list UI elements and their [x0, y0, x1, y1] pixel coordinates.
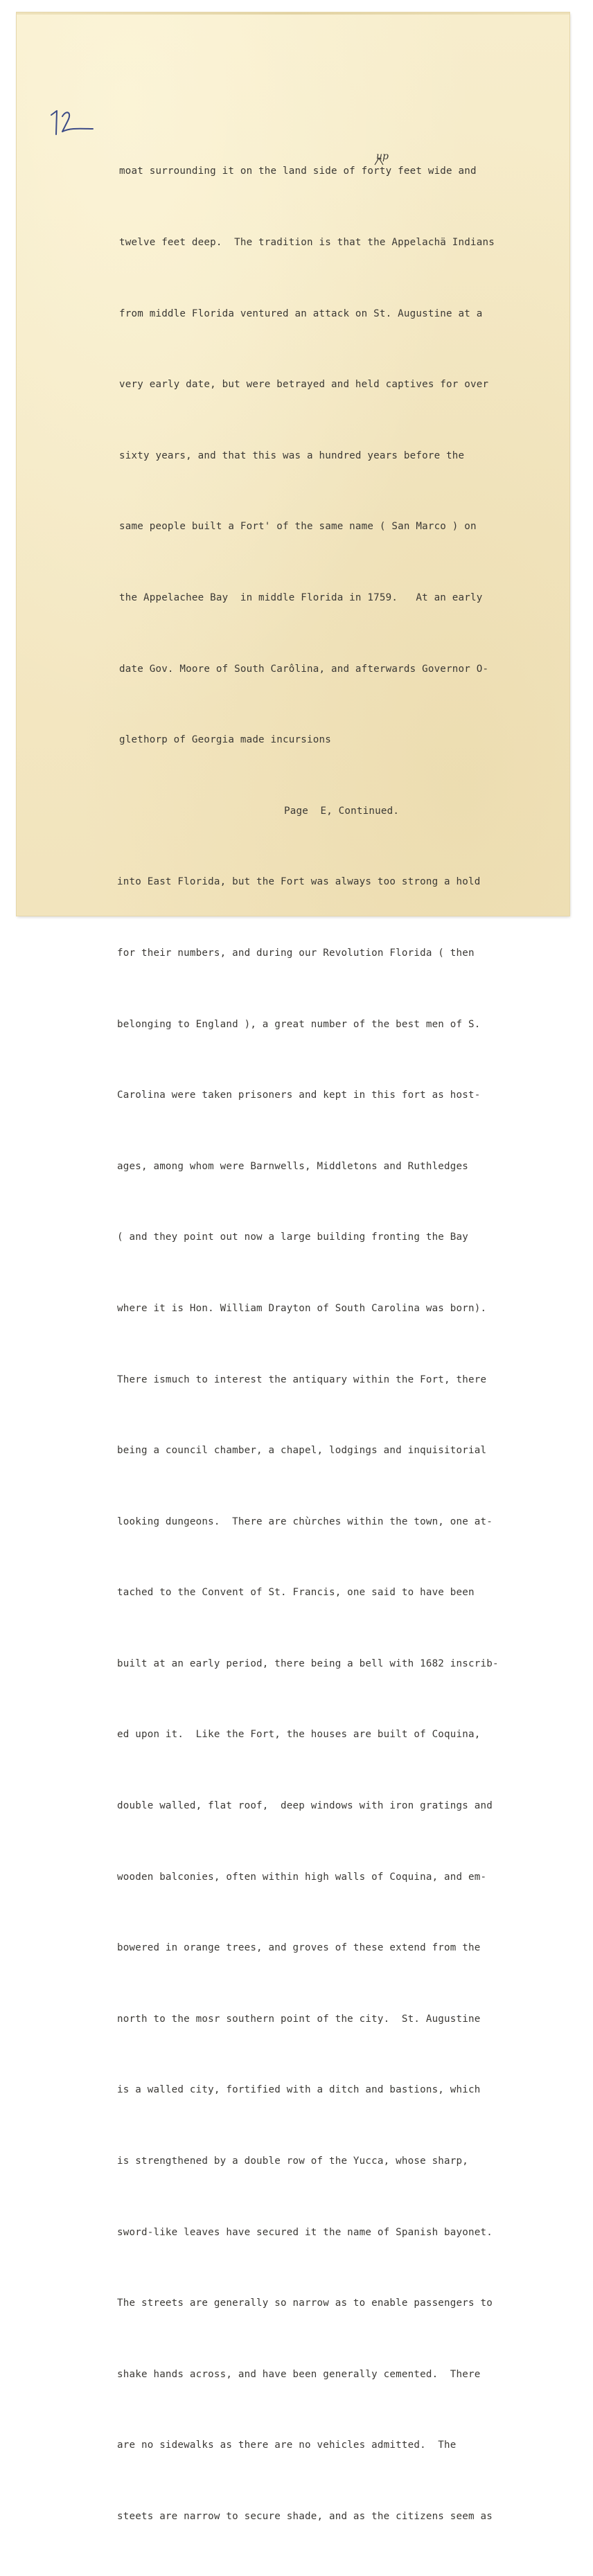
text-line: glethorp of Georgia made incursions	[119, 734, 331, 746]
text-line: wooden balconies, often within high walls of Coquina, and em-	[117, 1871, 487, 1883]
text-line: ages, among whom were Barnwells, Middletons and Ruthledges	[117, 1160, 469, 1172]
text-line: looking dungeons. There are chùrches within the town, one at-	[117, 1516, 493, 1527]
text-line: where it is Hon. William Drayton of South Carolina was born).	[117, 1302, 487, 1314]
text-line: The streets are generally so narrow as to enable passengers to	[117, 2298, 493, 2309]
text-line: tached to the Convent of St. Francis, one said to have been	[117, 1587, 475, 1599]
page-top-edge	[17, 12, 569, 15]
text-line: are no sidewalks as there are no vehicles admitted. The	[117, 2440, 457, 2451]
text-line: twelve feet deep. The tradition is that the Appelachä Indians	[119, 237, 495, 248]
text-line: for their numbers, and during our Revolution Florida ( then	[117, 947, 475, 959]
handwritten-page-number	[47, 101, 96, 143]
text-line: There ismuch to interest the antiquary within the Fort, there	[117, 1374, 487, 1385]
text-line: shake hands across, and have been generally cemented. There	[117, 2368, 481, 2380]
text-line: from middle Florida ventured an attack on St. Augustine at a	[119, 308, 483, 319]
text-line: the Appelachee Bay in middle Florida in 1759. At an early	[119, 592, 483, 603]
text-line: being a council chamber, a chapel, lodgings and inquisitorial	[117, 1445, 487, 1457]
text-line: is a walled city, fortified with a ditch and bastions, which	[117, 2084, 481, 2096]
document-page	[17, 12, 569, 2522]
insertion-text: up	[376, 151, 389, 162]
text-line: same people built a Fort' of the same name ( San Marco ) on	[119, 521, 477, 533]
text-line: north to the mosr southern point of the city. St. Augustine	[117, 2013, 481, 2025]
text-line: moat surrounding it on the land side of forty feet wide and	[119, 166, 477, 177]
text-line: sword-like leaves have secured it the name of Spanish bayonet.	[117, 2226, 493, 2238]
text-line: Carolina were taken prisoners and kept in this fort as host-	[117, 1090, 481, 1101]
text-line: ed upon it. Like the Fort, the houses are built of Coquina,	[117, 1729, 481, 1741]
text-line: into East Florida, but the Fort was always too strong a hold	[117, 876, 481, 888]
text-line: built at an early period, there being a bell with 1682 inscrib-	[117, 1658, 499, 1669]
typescript-body	[119, 112, 563, 2576]
text-line: belonging to England ), a great number of the best men of S.	[117, 1018, 481, 1030]
text-line: ( and they point out now a large building fronting the Bay	[117, 1232, 469, 1243]
text-line: steets are narrow to secure shade, and as the citizens seem as	[117, 2511, 493, 2522]
text-line: double walled, flat roof, deep windows with iron gratings and	[117, 1800, 493, 1812]
text-line: sixty years, and that this was a hundred years before the	[119, 450, 465, 461]
text-line: bowered in orange trees, and groves of these extend from the	[117, 1942, 481, 1954]
continuation-heading: Page E, Continued.	[284, 805, 400, 817]
text-line: is strengthened by a double row of the Yucca, whose sharp,	[117, 2156, 469, 2167]
text-line: very early date, but were betrayed and held captives for over	[119, 379, 489, 391]
text-line: date Gov. Moore of South Carôlina, and afterwards Governor O-	[119, 663, 489, 675]
